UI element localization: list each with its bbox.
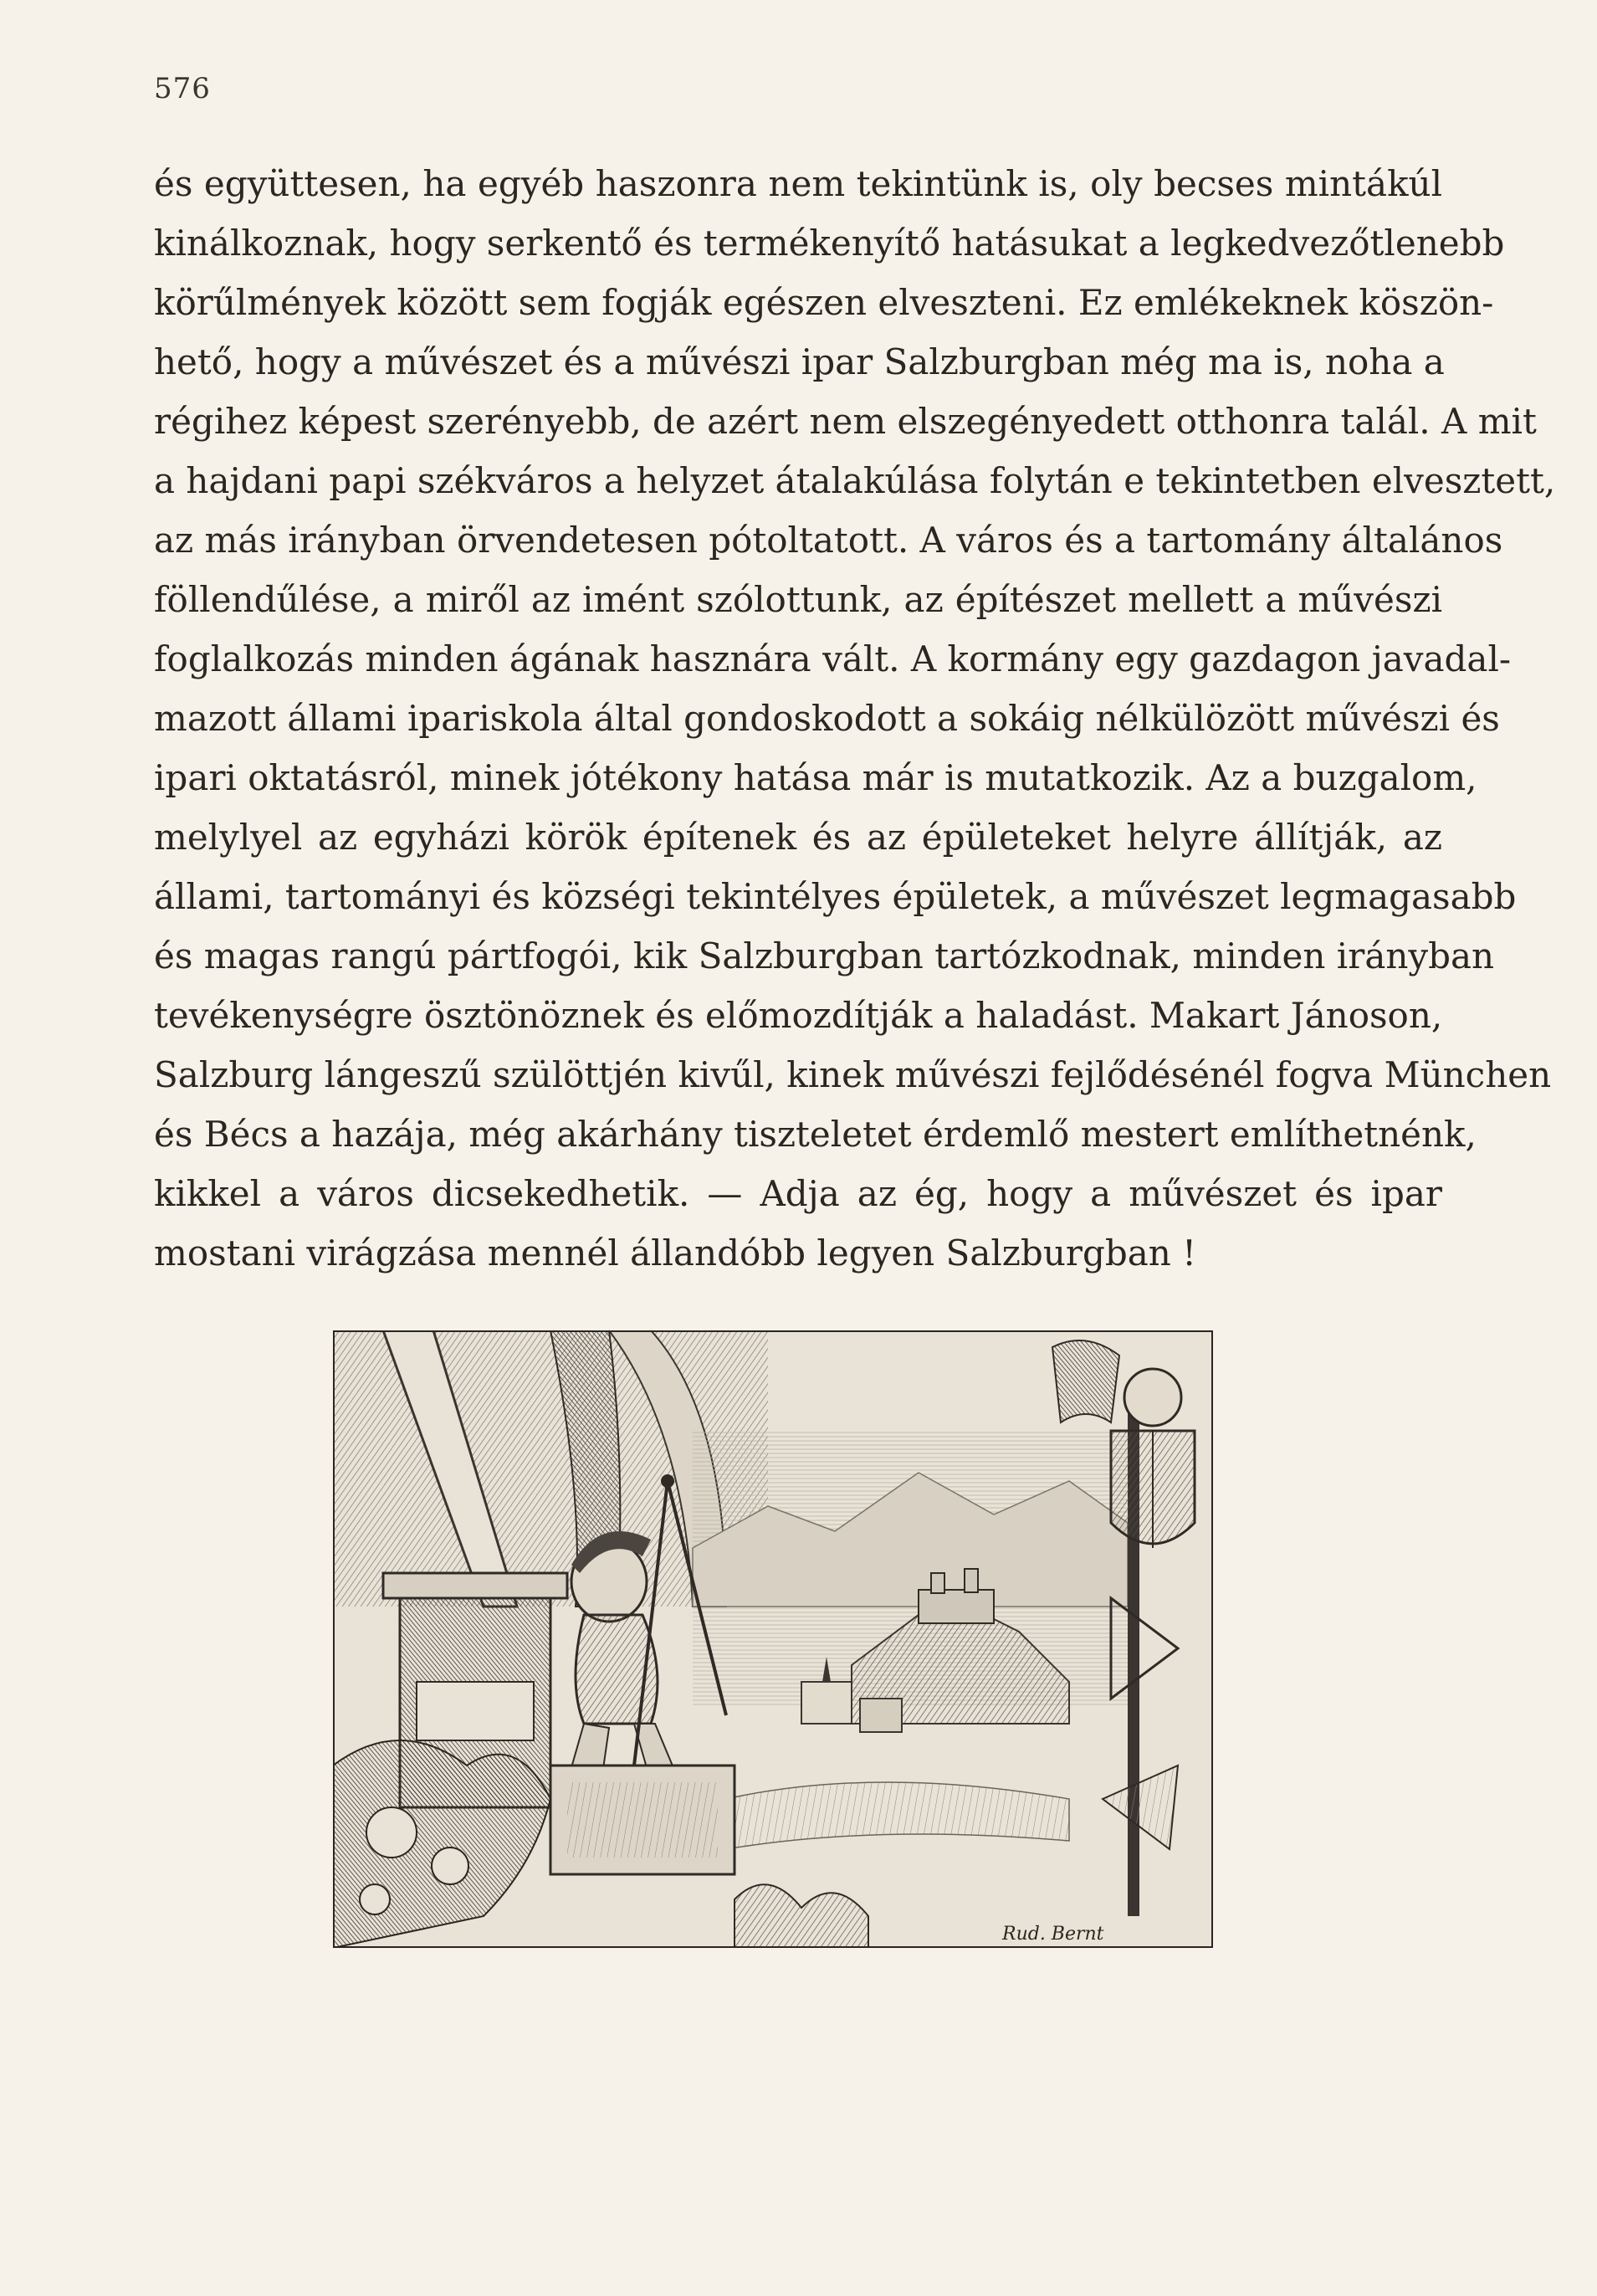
text-line: kikkel a város dicsekedhetik. — Adja az ég, hogy a művészet és ipar — [154, 1173, 1442, 1214]
text-line: mazott állami ipariskola által gondoskodott a sokáig nélkülözött művészi és — [154, 698, 1500, 739]
plant-ornament — [1052, 1340, 1119, 1422]
text-line: hető, hogy a művészet és a művészi ipar Salzburgban még ma is, noha a — [154, 341, 1445, 382]
text-line: és Bécs a hazája, még akárhány tiszteletet érdemlő mestert említhetnénk, — [154, 1114, 1477, 1155]
text-line: a hajdani papi székváros a helyzet átalakúlása folytán e tekintetben elvesztett, — [154, 460, 1556, 501]
text-line: föllendűlése, a miről az imént szólottunk, az építészet mellett a művészi — [154, 579, 1442, 620]
compass-hinge — [661, 1474, 674, 1488]
text-line: körűlmények között sem fogják egészen elveszteni. Ez emlékeknek köszön- — [154, 282, 1494, 323]
page-number: 576 — [154, 72, 211, 105]
text-line: kinálkoznak, hogy serkentő és termékenyítő hatásukat a legkedvezőtlenebb — [154, 223, 1505, 264]
text-line: és együttesen, ha egyéb haszonra nem tekintünk is, oly becses mintákúl — [154, 163, 1442, 204]
text-line: az más irányban örvendetesen pótoltatott. A város és a tartomány általános — [154, 520, 1503, 561]
text-line: foglalkozás minden ágának hasznára vált. A kormány egy gazdagon javadal- — [154, 638, 1512, 679]
text-line: régihez képest szerényebb, de azért nem elszegényedett otthonra talál. A mit — [154, 401, 1537, 442]
artist-signature: Rud. Bernt — [1002, 1924, 1104, 1945]
body-paragraph — [154, 154, 1556, 1283]
mask-ornament — [1124, 1369, 1181, 1426]
text-line: tevékenységre ösztönöznek és előmozdítják a haladást. Makart Jánoson, — [154, 995, 1443, 1036]
fortress — [919, 1590, 994, 1623]
text-line: mostani virágzása mennél állandóbb legyen Salzburgban ! — [154, 1233, 1197, 1274]
town-building — [801, 1682, 852, 1724]
text-line: ipari oktatásról, minek jótékony hatása már is mutatkozik. Az a buzgalom, — [154, 757, 1477, 798]
engraving-illustration — [333, 1330, 1213, 1948]
text-line: állami, tartományi és községi tekintélyes épületek, a művészet legmagasabb — [154, 876, 1517, 917]
engraving-svg — [333, 1330, 1213, 1948]
text-line: és magas rangú pártfogói, kik Salzburgban tartózkodnak, minden irányban — [154, 935, 1495, 976]
text-line: Salzburg lángeszű szülöttjén kivűl, kinek művészi fejlődésénél fogva München — [154, 1054, 1552, 1095]
text-line: melylyel az egyházi körök építenek és az épületeket helyre állítják, az — [154, 817, 1442, 858]
